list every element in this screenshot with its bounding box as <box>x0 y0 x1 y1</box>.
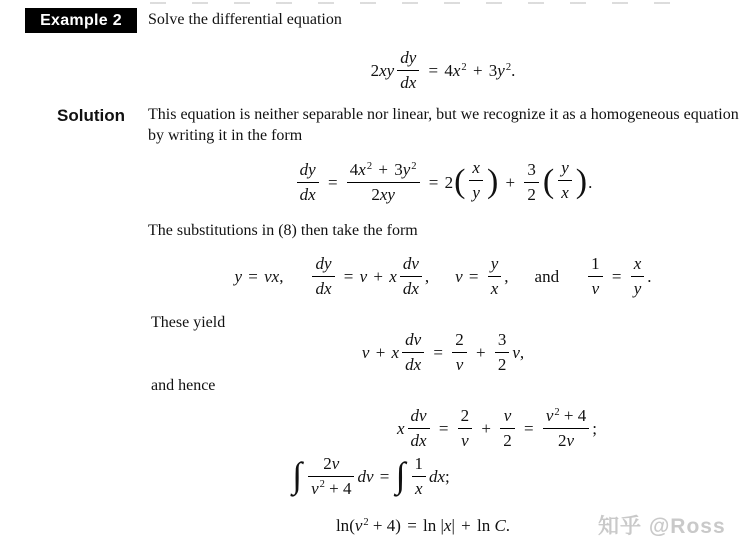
math-token: dx <box>429 466 446 486</box>
math-token: + <box>374 160 393 179</box>
text-and-hence: and hence <box>151 377 216 394</box>
math-token: = <box>375 466 394 486</box>
math-token: y <box>497 60 505 80</box>
math-token: y <box>234 266 243 286</box>
fraction-numerator <box>488 254 502 276</box>
fraction-denominator <box>500 428 515 451</box>
math-token: y <box>472 182 480 202</box>
math-fraction <box>452 330 467 374</box>
math-token: v <box>503 406 512 425</box>
math-token: y <box>490 254 499 273</box>
math-token: + <box>477 418 496 438</box>
math-fraction <box>488 254 502 298</box>
fraction-denominator <box>495 352 510 375</box>
math-token: v <box>545 406 554 425</box>
equation-and-hence <box>202 408 741 452</box>
fraction-numerator <box>631 254 645 276</box>
math-fraction <box>402 330 424 374</box>
fraction-denominator <box>588 276 603 299</box>
fraction-numerator <box>452 330 467 352</box>
math-token: v <box>311 478 319 498</box>
math-token: 3 <box>488 60 498 80</box>
math-token: v <box>455 354 464 374</box>
math-token: v <box>361 342 370 362</box>
math-fraction <box>312 254 334 298</box>
math-token: dv <box>410 406 427 425</box>
math-token: 3 <box>497 330 507 349</box>
math-token: y <box>561 158 569 177</box>
math-token: dv <box>405 330 422 349</box>
math-fraction <box>524 160 539 204</box>
math-paren-group <box>542 160 588 204</box>
fraction-denominator <box>488 276 502 299</box>
fraction-denominator <box>312 276 334 299</box>
fraction-numerator <box>412 454 427 476</box>
math-token: = <box>424 172 443 192</box>
math-token: dv <box>357 466 374 486</box>
math-token: ( <box>349 516 355 535</box>
math-token: + <box>501 172 520 192</box>
math-token: v <box>455 266 463 286</box>
watermark: 知乎 @Ross <box>598 515 726 538</box>
math-token: v <box>512 342 520 362</box>
math-token: 2 <box>455 330 464 349</box>
math-token: 1 <box>414 454 423 473</box>
math-token: 2 <box>319 479 325 491</box>
math-token: x <box>452 60 461 80</box>
math-token: | <box>436 516 444 535</box>
math-token: 2 <box>411 160 417 172</box>
fraction-numerator <box>458 406 473 428</box>
math-token: , <box>424 266 430 286</box>
math-token: v <box>591 278 600 298</box>
math-token: dx <box>315 278 332 298</box>
math-token: 2 <box>444 172 454 192</box>
math-fraction <box>543 406 589 450</box>
math-token: dx <box>299 184 316 204</box>
math-token: dx <box>405 354 422 374</box>
math-token: x <box>358 160 366 179</box>
math-fraction <box>412 454 427 498</box>
math-fraction <box>297 160 319 204</box>
fraction-denominator <box>397 70 419 93</box>
math-token: x <box>414 478 423 498</box>
math-token: = <box>244 266 263 286</box>
text-these-yield: These yield <box>151 314 226 331</box>
paren-content <box>555 160 575 204</box>
fraction-denominator <box>402 352 424 375</box>
fraction-numerator <box>347 160 420 182</box>
math-fraction <box>408 406 430 450</box>
math-token: 4 <box>444 60 453 80</box>
math-token: v <box>354 516 363 535</box>
example-badge <box>25 8 137 33</box>
math-token: ln <box>423 516 437 535</box>
math-token: + <box>471 342 490 362</box>
math-token: ln <box>476 516 495 535</box>
fraction-denominator <box>297 182 319 205</box>
open-paren-icon: ( <box>542 163 555 201</box>
fraction-numerator <box>400 254 422 276</box>
math-fraction <box>458 406 473 450</box>
fraction-numerator <box>408 406 430 428</box>
math-fraction <box>631 254 645 298</box>
math-token: x <box>561 182 569 202</box>
fraction-denominator <box>458 428 473 451</box>
fraction-numerator <box>297 160 319 182</box>
math-token: 2 <box>497 354 507 374</box>
example-label: Example 2 <box>40 11 122 29</box>
fraction-numerator <box>469 158 483 180</box>
math-token: 2 <box>505 61 512 73</box>
text-substitutions: The substitutions in (8) then take the form <box>148 222 418 239</box>
math-token: dy <box>315 254 332 273</box>
math-token: ; <box>445 466 450 486</box>
math-token: x <box>396 418 405 438</box>
math-token: = <box>464 266 483 286</box>
math-token: 2 <box>371 184 380 204</box>
math-token: vx <box>264 266 280 286</box>
solution-paragraph: This equation is neither separable nor linear, but we recognize it as a homogeneous equation by writing it in the form <box>148 106 739 144</box>
fraction-numerator <box>312 254 334 276</box>
math-token: dy <box>400 48 417 67</box>
integral-icon: ∫ <box>292 455 303 496</box>
math-token: = <box>339 266 358 286</box>
math-fraction <box>347 160 420 204</box>
math-token: 2 <box>503 430 512 450</box>
math-token: = <box>424 60 443 80</box>
math-token: v <box>359 266 368 286</box>
math-token: + <box>468 60 487 80</box>
math-token: dy <box>299 160 316 179</box>
math-token: . <box>511 60 516 80</box>
math-token: = <box>429 342 448 362</box>
math-fraction <box>588 254 603 298</box>
math-token: . <box>505 516 511 535</box>
math-token: dx <box>410 430 427 450</box>
fraction-denominator <box>412 476 427 499</box>
fraction-denominator <box>347 182 420 205</box>
math-token: x <box>391 342 400 362</box>
math-token: 2 <box>554 406 560 418</box>
paren-content <box>466 160 486 204</box>
fraction-numerator <box>543 406 589 428</box>
math-fraction <box>397 48 419 92</box>
fraction-denominator <box>558 180 572 203</box>
math-token: 4 <box>349 160 359 179</box>
fraction-numerator <box>402 330 424 352</box>
fraction-denominator <box>400 276 422 299</box>
equation-integral <box>76 456 666 500</box>
math-token: 2 <box>323 454 332 473</box>
equation-homogeneous-form <box>148 158 738 206</box>
math-token: 2 <box>370 60 380 80</box>
math-token: . <box>588 172 593 192</box>
fraction-numerator <box>495 330 510 352</box>
math-fraction <box>469 158 483 202</box>
close-paren-icon: ) <box>575 163 588 201</box>
fraction-denominator <box>469 180 483 203</box>
equation-main <box>148 50 738 94</box>
math-token: 1 <box>591 254 600 273</box>
math-token: dx <box>402 278 419 298</box>
math-token: , <box>519 342 525 362</box>
fraction-numerator <box>500 406 515 428</box>
solution-label: Solution <box>57 106 125 125</box>
close-paren-icon: ) <box>486 163 499 201</box>
math-token: x <box>472 158 480 177</box>
math-token: y <box>633 278 642 298</box>
math-token: 2 <box>527 184 536 204</box>
math-fraction <box>400 254 422 298</box>
math-token: x <box>633 254 642 273</box>
math-token: + <box>456 516 475 535</box>
fraction-numerator <box>397 48 419 70</box>
math-token: + 4 <box>324 478 352 498</box>
math-token: 3 <box>527 160 536 179</box>
fraction-denominator <box>452 352 467 375</box>
fraction-denominator <box>408 428 430 451</box>
math-token: v <box>566 430 575 450</box>
fraction-denominator <box>524 182 539 205</box>
math-token: + <box>369 266 388 286</box>
fraction-numerator <box>558 158 572 180</box>
example-prompt: Solve the differential equation <box>148 11 342 28</box>
math-token: | <box>451 516 455 535</box>
math-token: + <box>371 342 390 362</box>
math-fraction <box>500 406 515 450</box>
math-fraction <box>308 454 354 498</box>
math-token: dx <box>400 72 417 92</box>
math-token: . <box>647 266 652 286</box>
scan-artifact <box>150 2 695 4</box>
math-token: 2 <box>461 61 467 73</box>
math-token: xy <box>379 184 395 204</box>
fraction-denominator <box>543 428 589 451</box>
math-token: x <box>490 278 499 298</box>
math-token: xy <box>379 60 395 80</box>
math-token: 2 <box>363 516 369 528</box>
math-token: = <box>519 418 538 438</box>
math-token: ; <box>592 418 597 438</box>
fraction-numerator <box>588 254 603 276</box>
fraction-numerator <box>308 454 354 476</box>
math-token: y <box>402 160 411 179</box>
math-token: 2 <box>366 160 373 172</box>
math-token: 2 <box>460 406 470 425</box>
math-token: C <box>494 516 506 535</box>
fraction-denominator <box>631 276 645 299</box>
math-token: dv <box>402 254 419 273</box>
math-token: ln <box>335 516 350 535</box>
fraction-numerator <box>524 160 539 182</box>
math-token: = <box>607 266 626 286</box>
math-token: and <box>534 266 560 286</box>
math-token: , <box>504 266 509 286</box>
equation-substitutions <box>148 256 738 300</box>
math-token: x <box>443 516 452 535</box>
math-token: + 4 <box>559 406 587 425</box>
math-token: v <box>461 430 469 450</box>
math-token: + 4 <box>368 516 396 535</box>
math-token: = <box>402 516 422 535</box>
math-token: = <box>434 418 453 438</box>
math-token: x <box>389 266 397 286</box>
math-token: 2 <box>558 430 567 450</box>
math-fraction <box>558 158 572 202</box>
math-token: = <box>323 172 342 192</box>
equation-these-yield <box>148 332 738 376</box>
math-token: 3 <box>394 160 403 179</box>
math-fraction <box>495 330 510 374</box>
math-token: , <box>279 266 284 286</box>
fraction-denominator <box>308 476 354 499</box>
math-token: ) <box>395 516 401 535</box>
math-token: v <box>331 454 340 473</box>
math-paren-group <box>453 160 499 204</box>
integral-icon: ∫ <box>395 455 406 496</box>
open-paren-icon: ( <box>454 163 466 201</box>
